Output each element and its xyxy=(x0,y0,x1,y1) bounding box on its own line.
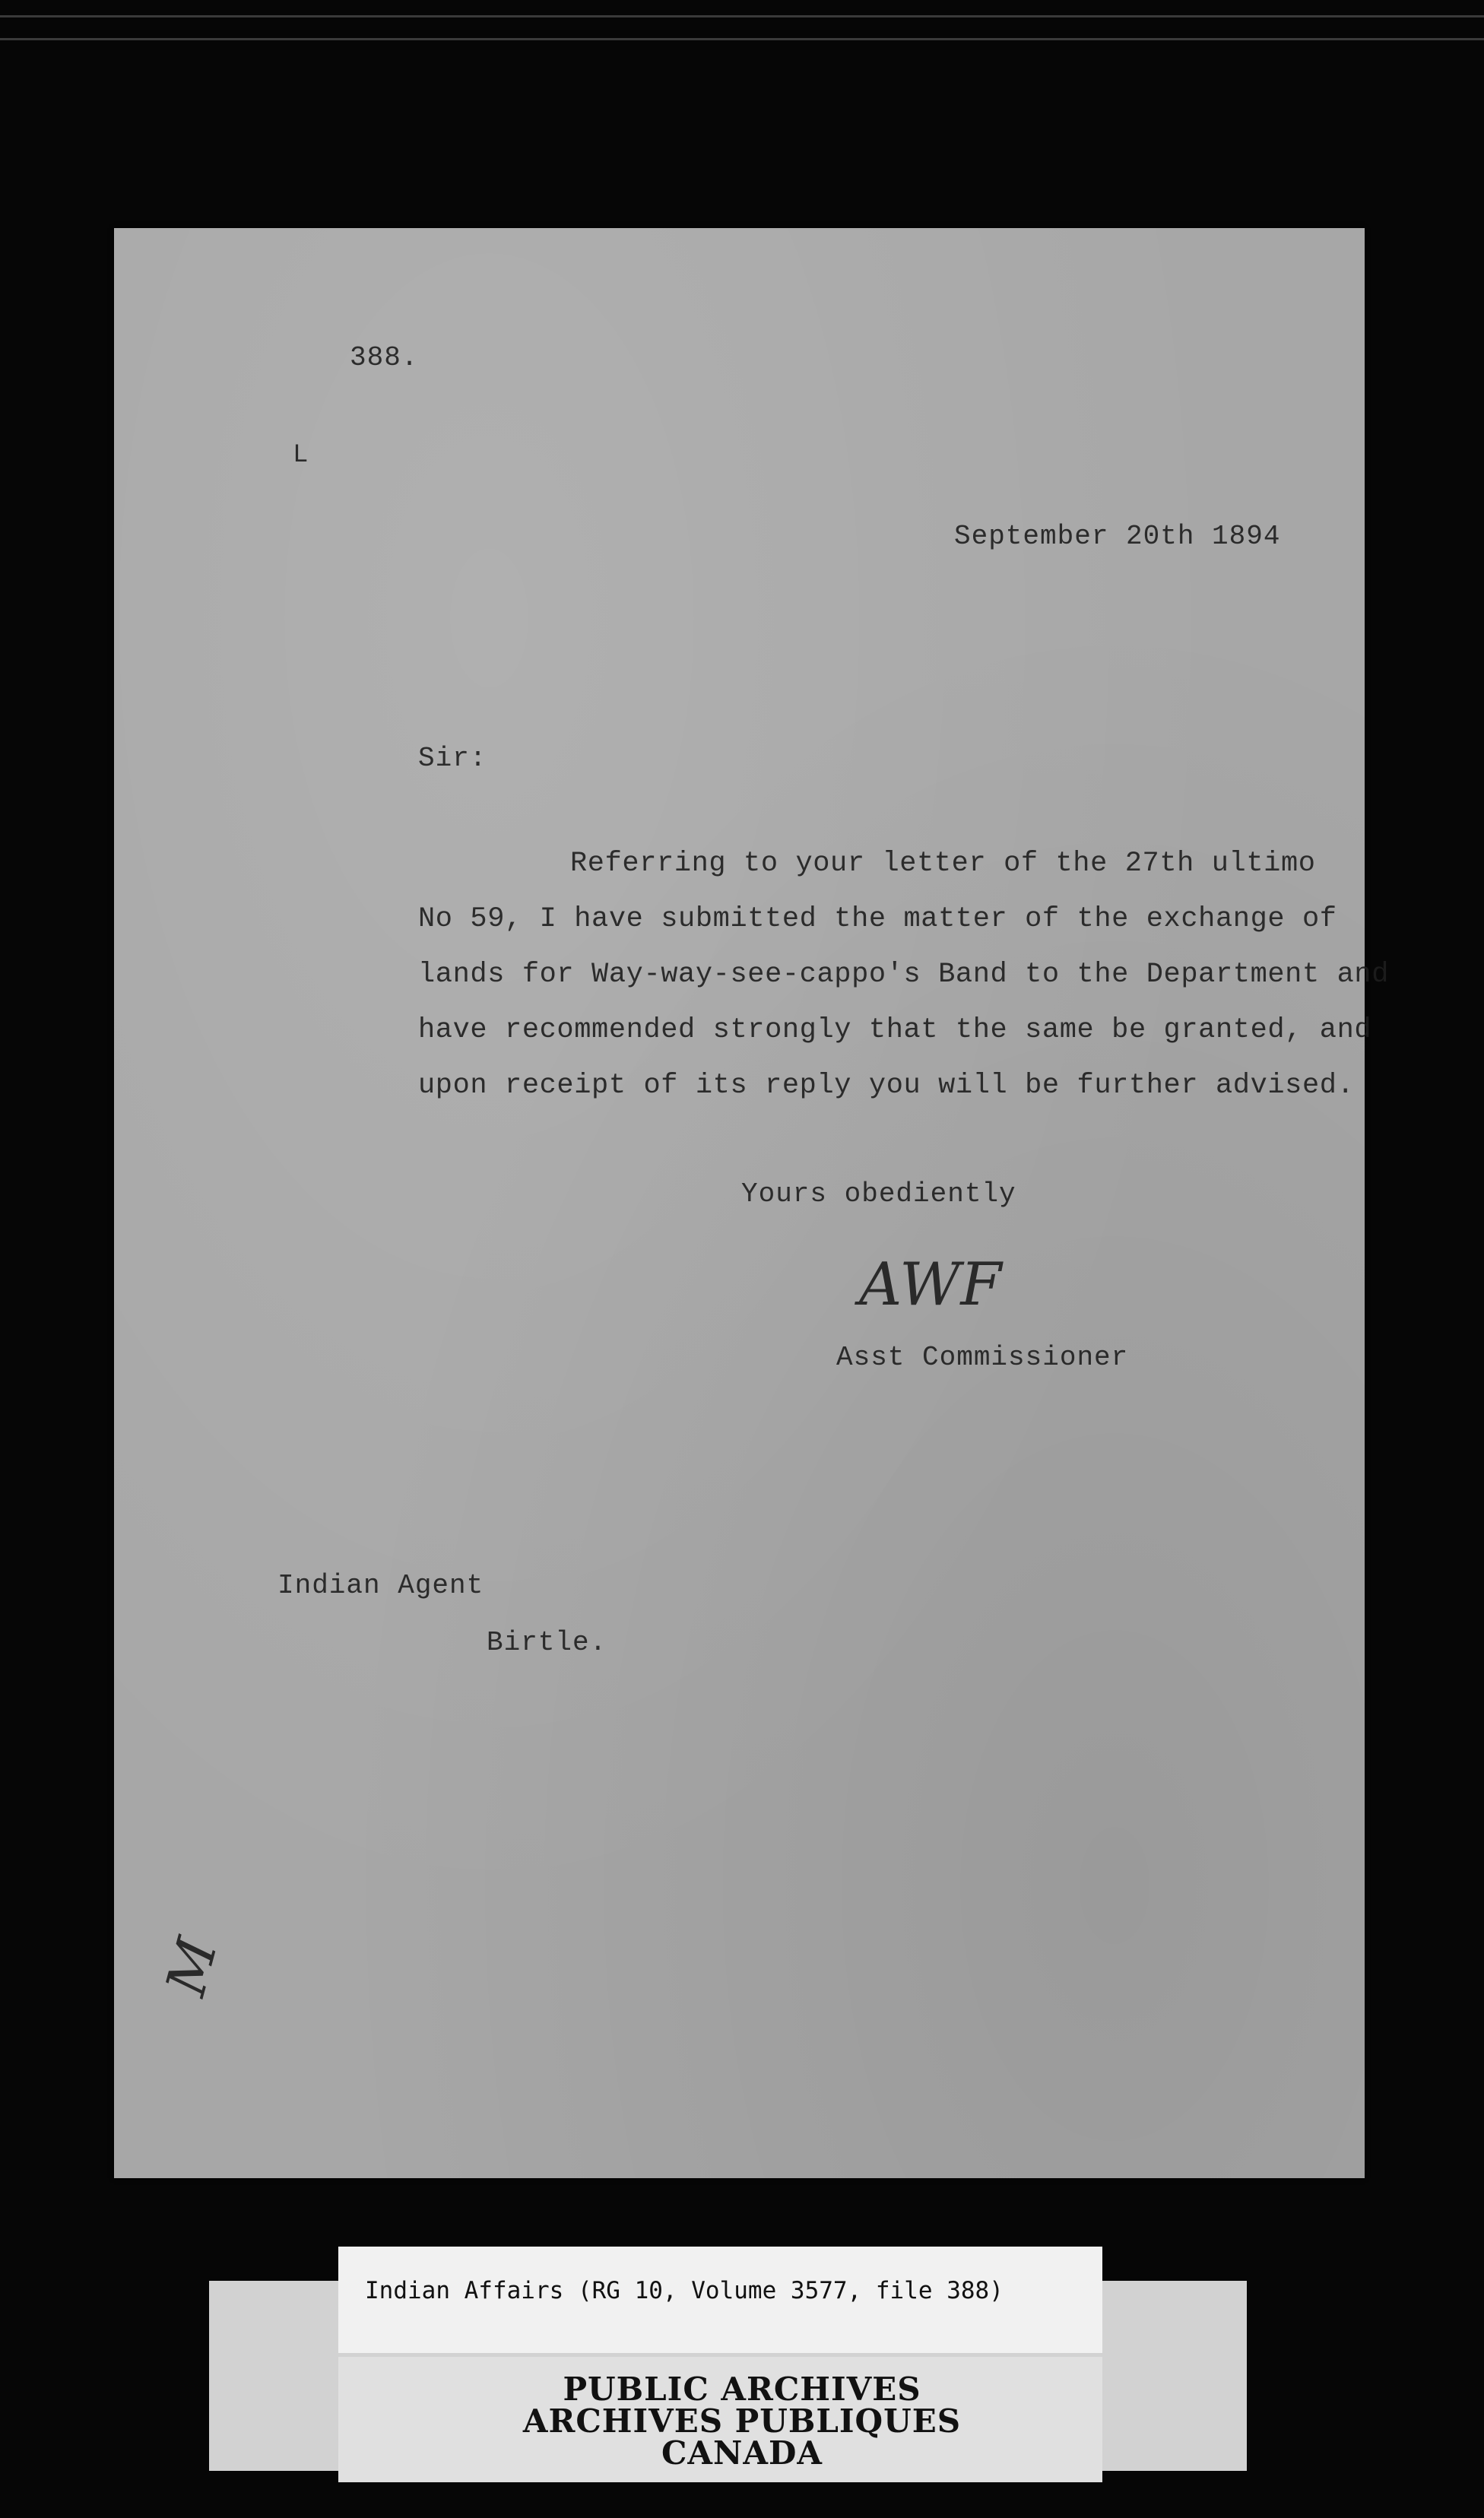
stamp-line-1: PUBLIC ARCHIVES xyxy=(563,2371,921,2408)
stamp-line-3: CANADA xyxy=(661,2434,823,2472)
archive-reference: Indian Affairs (RG 10, Volume 3577, file 388) xyxy=(365,2277,1004,2304)
file-number: 388. xyxy=(350,342,419,373)
signer-title: Asst Commissioner xyxy=(836,1342,1129,1373)
body-line-2: No 59, I have submitted the matter of the exchange of xyxy=(418,903,1337,935)
body-line-3: lands for Way-way-see-cappo's Band to the Department and xyxy=(418,959,1390,991)
salutation: Sir: xyxy=(418,743,487,774)
margin-mark: L xyxy=(293,441,309,470)
signature: AWF xyxy=(859,1251,1002,1319)
closing: Yours obediently xyxy=(741,1178,1016,1210)
letter-date: September 20th 1894 xyxy=(954,521,1281,552)
addressee-line-2: Birtle. xyxy=(487,1627,607,1658)
body-line-4: have recommended strongly that the same be granted, and xyxy=(418,1014,1372,1046)
addressee-line-1: Indian Agent xyxy=(277,1570,484,1601)
margin-note: M xyxy=(153,1931,230,2003)
stamp-line-2: ARCHIVES PUBLIQUES xyxy=(522,2402,962,2440)
archive-reference-label xyxy=(338,2247,1102,2353)
film-edge-upper xyxy=(0,38,1484,40)
body-line-1: Referring to your letter of the 27th ultimo xyxy=(570,848,1316,880)
body-line-5: upon receipt of its reply you will be further advised. xyxy=(418,1070,1355,1102)
film-edge-top xyxy=(0,15,1484,17)
letter-page xyxy=(114,228,1390,2178)
